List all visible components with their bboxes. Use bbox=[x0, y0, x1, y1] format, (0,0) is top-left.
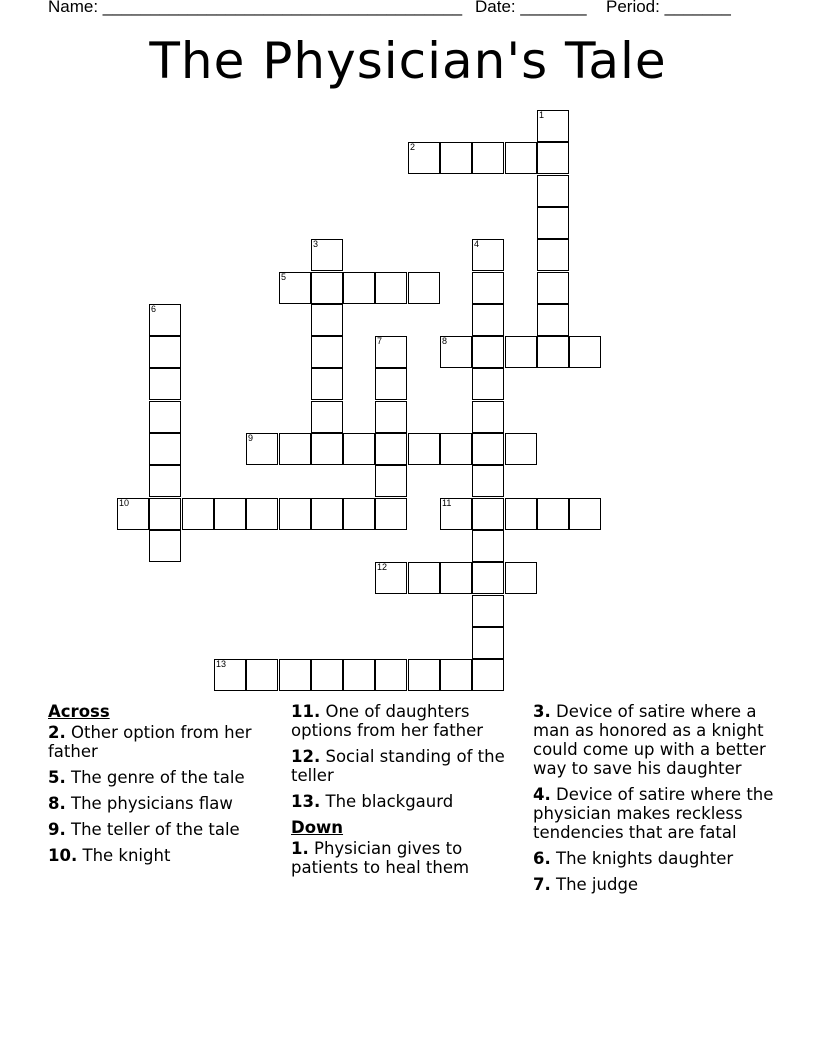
across-clue-10: 10. The knight bbox=[48, 846, 171, 865]
crossword-cell[interactable] bbox=[537, 175, 569, 207]
crossword-cell[interactable] bbox=[375, 562, 407, 594]
down-clue-3: 3. Device of satire where a man as honored as a knight could come up with a better way to save his daughter bbox=[533, 702, 766, 778]
period-field-label: Period: _______ bbox=[606, 0, 731, 16]
crossword-cell[interactable] bbox=[311, 368, 343, 400]
crossword-cell[interactable] bbox=[537, 272, 569, 304]
crossword-cell[interactable] bbox=[408, 659, 440, 691]
crossword-cell[interactable] bbox=[505, 433, 537, 465]
across-clue-8: 8. The physicians flaw bbox=[48, 794, 233, 813]
crossword-cell[interactable] bbox=[311, 498, 343, 530]
crossword-cell[interactable] bbox=[279, 433, 311, 465]
crossword-cell[interactable] bbox=[472, 304, 504, 336]
crossword-cell[interactable] bbox=[440, 562, 472, 594]
clues-column-1 bbox=[48, 702, 273, 872]
crossword-cell[interactable] bbox=[472, 368, 504, 400]
crossword-cell[interactable] bbox=[375, 272, 407, 304]
crossword-cell[interactable] bbox=[149, 530, 181, 562]
crossword-cell[interactable] bbox=[311, 239, 343, 271]
crossword-cell[interactable] bbox=[472, 562, 504, 594]
crossword-cell[interactable] bbox=[375, 336, 407, 368]
crossword-cell[interactable] bbox=[343, 272, 375, 304]
crossword-cell[interactable] bbox=[149, 304, 181, 336]
crossword-cell[interactable] bbox=[246, 498, 278, 530]
crossword-cell[interactable] bbox=[569, 498, 601, 530]
down-clue-6: 6. The knights daughter bbox=[533, 849, 734, 868]
crossword-cell[interactable] bbox=[311, 433, 343, 465]
crossword-cell[interactable] bbox=[537, 336, 569, 368]
crossword-cell[interactable] bbox=[472, 465, 504, 497]
crossword-cell[interactable] bbox=[375, 368, 407, 400]
crossword-cell[interactable] bbox=[149, 433, 181, 465]
clue-number: 6 bbox=[151, 304, 157, 314]
crossword-cell[interactable] bbox=[537, 142, 569, 174]
crossword-cell[interactable] bbox=[343, 433, 375, 465]
across-clue-13: 13. The blackgaurd bbox=[291, 792, 454, 811]
crossword-cell[interactable] bbox=[440, 433, 472, 465]
crossword-cell[interactable] bbox=[182, 498, 214, 530]
clue-number: 11 bbox=[442, 498, 452, 508]
down-heading: Down bbox=[291, 818, 344, 837]
across-heading: Across bbox=[48, 702, 110, 721]
crossword-cell[interactable] bbox=[440, 336, 472, 368]
crossword-cell[interactable] bbox=[472, 142, 504, 174]
crossword-cell[interactable] bbox=[408, 272, 440, 304]
crossword-cell[interactable] bbox=[246, 433, 278, 465]
clue-number: 12 bbox=[377, 562, 388, 572]
crossword-cell[interactable] bbox=[505, 562, 537, 594]
crossword-cell[interactable] bbox=[279, 498, 311, 530]
crossword-cell[interactable] bbox=[117, 498, 149, 530]
crossword-cell[interactable] bbox=[214, 659, 246, 691]
crossword-cell[interactable] bbox=[472, 433, 504, 465]
crossword-cell[interactable] bbox=[569, 336, 601, 368]
crossword-cell[interactable] bbox=[149, 336, 181, 368]
name-field-label: Name: ______________________________________ bbox=[48, 0, 463, 16]
across-clue-9: 9. The teller of the tale bbox=[48, 820, 240, 839]
crossword-cell[interactable] bbox=[537, 304, 569, 336]
crossword-cell[interactable] bbox=[440, 659, 472, 691]
clues-column-3 bbox=[533, 702, 778, 901]
clue-number: 3 bbox=[313, 239, 319, 249]
clue-number: 13 bbox=[216, 659, 227, 669]
crossword-cell[interactable] bbox=[440, 142, 472, 174]
clue-number: 10 bbox=[119, 498, 130, 508]
crossword-cell[interactable] bbox=[537, 110, 569, 142]
date-field-label: Date: _______ bbox=[475, 0, 587, 16]
crossword-cell[interactable] bbox=[343, 659, 375, 691]
across-clue-2: 2. Other option from her father bbox=[48, 723, 252, 761]
crossword-cell[interactable] bbox=[505, 142, 537, 174]
clue-number: 4 bbox=[474, 239, 480, 249]
crossword-cell[interactable] bbox=[279, 659, 311, 691]
crossword-cell[interactable] bbox=[472, 659, 504, 691]
across-clue-11: 11. One of daughters options from her father bbox=[291, 702, 484, 740]
crossword-cell[interactable] bbox=[375, 433, 407, 465]
crossword-cell[interactable] bbox=[537, 239, 569, 271]
crossword-cell[interactable] bbox=[472, 595, 504, 627]
crossword-cell[interactable] bbox=[149, 465, 181, 497]
across-clue-5: 5. The genre of the tale bbox=[48, 768, 245, 787]
crossword-cell[interactable] bbox=[408, 562, 440, 594]
crossword-cell[interactable] bbox=[311, 304, 343, 336]
page-title: The Physician's Tale bbox=[149, 32, 667, 90]
clue-number: 2 bbox=[410, 142, 416, 152]
crossword-cell[interactable] bbox=[375, 465, 407, 497]
crossword-cell[interactable] bbox=[149, 368, 181, 400]
down-clue-7: 7. The judge bbox=[533, 875, 639, 894]
crossword-cell[interactable] bbox=[311, 401, 343, 433]
crossword-cell[interactable] bbox=[472, 272, 504, 304]
crossword-cell[interactable] bbox=[375, 401, 407, 433]
crossword-cell[interactable] bbox=[472, 239, 504, 271]
crossword-cell[interactable] bbox=[311, 272, 343, 304]
down-clue-1: 1. Physician gives to patients to heal them bbox=[291, 839, 470, 877]
crossword-cell[interactable] bbox=[537, 207, 569, 239]
crossword-cell[interactable] bbox=[343, 498, 375, 530]
clue-number: 1 bbox=[539, 110, 545, 120]
crossword-cell[interactable] bbox=[472, 498, 504, 530]
clue-number: 7 bbox=[377, 336, 383, 346]
crossword-cell[interactable] bbox=[440, 498, 472, 530]
crossword-cell[interactable] bbox=[246, 659, 278, 691]
crossword-cell[interactable] bbox=[311, 336, 343, 368]
crossword-cell[interactable] bbox=[149, 498, 181, 530]
crossword-cell[interactable] bbox=[311, 659, 343, 691]
crossword-cell[interactable] bbox=[375, 498, 407, 530]
crossword-cell[interactable] bbox=[472, 627, 504, 659]
crossword-cell[interactable] bbox=[408, 433, 440, 465]
crossword-cell[interactable] bbox=[149, 401, 181, 433]
crossword-cell[interactable] bbox=[505, 498, 537, 530]
crossword-cell[interactable] bbox=[408, 142, 440, 174]
clue-number: 5 bbox=[281, 272, 287, 282]
crossword-cell[interactable] bbox=[472, 401, 504, 433]
crossword-cell[interactable] bbox=[472, 336, 504, 368]
across-clue-12: 12. Social standing of the teller bbox=[291, 747, 505, 785]
down-clue-4: 4. Device of satire where the physician makes reckless tendencies that are fatal bbox=[533, 785, 774, 842]
crossword-cell[interactable] bbox=[279, 272, 311, 304]
crossword-cell[interactable] bbox=[375, 659, 407, 691]
crossword-cell[interactable] bbox=[505, 336, 537, 368]
crossword-cell[interactable] bbox=[537, 498, 569, 530]
clues-column-2 bbox=[291, 702, 521, 884]
crossword-cell[interactable] bbox=[214, 498, 246, 530]
clue-number: 8 bbox=[442, 336, 448, 346]
clue-number: 9 bbox=[248, 433, 254, 443]
crossword-cell[interactable] bbox=[472, 530, 504, 562]
